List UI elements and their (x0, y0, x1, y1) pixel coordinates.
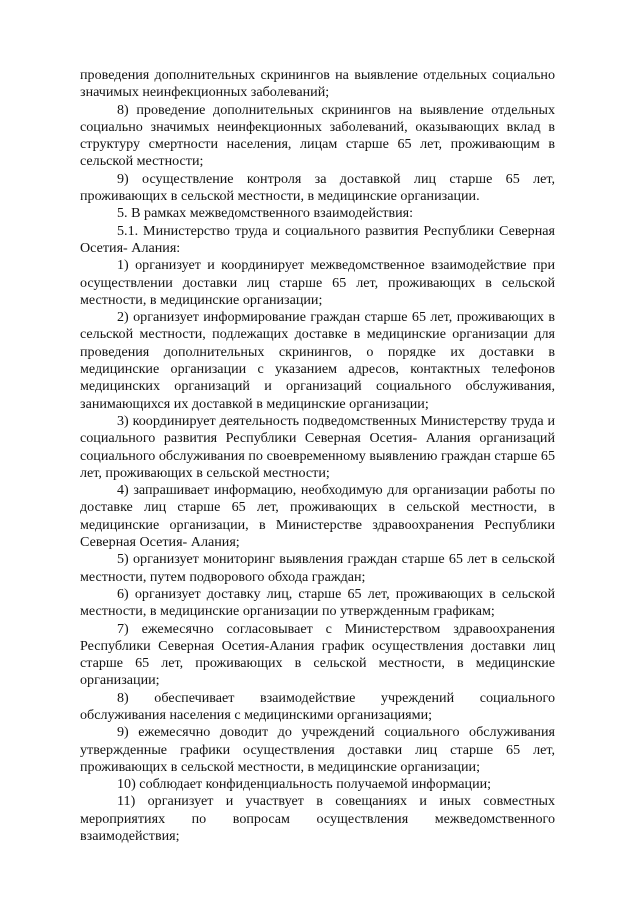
paragraph-item-3: 3) координирует деятельность подведомственных Министерству труда и социального развития Республики Северная Осетия- Алания организаций социального обслуживания по своевременному выявлению граждан старше 65 лет, проживающих в сельской местности; (80, 412, 555, 481)
paragraph-item-9-control: 9) осуществление контроля за доставкой лиц старше 65 лет, проживающих в сельской местности, в медицинские организации. (80, 170, 555, 205)
paragraph-item-8-screenings: 8) проведение дополнительных скринингов на выявление отдельных социально значимых неинфекционных заболеваний, оказывающих вклад в структуру смертности населения, лицам старше 65 лет, проживающим в сельской местности; (80, 101, 555, 170)
paragraph-item-4: 4) запрашивает информацию, необходимую для организации работы по доставке лиц старше 65 лет, проживающих в сельской местности, в медицинские организации, в Министерстве здравоохранения Республики Северная Осетия- Алания; (80, 482, 555, 551)
paragraph-item-6: 6) организует доставку лиц, старше 65 лет, проживающих в сельской местности, в медицинские организации по утвержденным графикам; (80, 585, 555, 620)
paragraph-item-1: 1) организует и координирует межведомственное взаимодействие при осуществлении доставки лиц старше 65 лет, проживающих в сельской местности, в медицинские организации; (80, 257, 555, 308)
paragraph-item-7: 7) ежемесячно согласовывает с Министерством здравоохранения Республики Северная Осетия-Алания график осуществления доставки лиц старше 65 лет, проживающих в сельской местности, в медицинские организации; (80, 620, 555, 689)
document-body (80, 67, 555, 845)
paragraph-item-8: 8) обеспечивает взаимодействие учреждений социального обслуживания населения с медицинскими организациями; (80, 689, 555, 723)
subsection-heading-5-1: 5.1. Министерство труда и социального развития Республики Северная Осетия- Алания: (80, 222, 555, 256)
paragraph-item-5: 5) организует мониторинг выявления граждан старше 65 лет в сельской местности, путем подворового обхода граждан; (80, 551, 555, 585)
paragraph-continuation: проведения дополнительных скринингов на выявление отдельных социально значимых неинфекционных заболеваний; (80, 67, 555, 101)
paragraph-item-11: 11) организует и участвует в совещаниях и иных совместных мероприятиях по вопросам осуществления межведомственного взаимодействия; (80, 793, 555, 845)
section-heading-5: 5. В рамках межведомственного взаимодействия: (117, 205, 414, 222)
paragraph-item-9: 9) ежемесячно доводит до учреждений социального обслуживания утвержденные графики осуществления доставки лиц старше 65 лет, проживающих в сельской местности, в медицинские организации; (80, 724, 555, 775)
paragraph-item-2: 2) организует информирование граждан старше 65 лет, проживающих в сельской местности, подлежащих доставке в медицинские организации для проведения дополнительных скринингов, о порядке их доставки в медицинские организации с указанием адресов, контактных телефонов медицинских организаций и организаций социального обслуживания, занимающихся их доставкой в медицинские организации; (80, 309, 555, 412)
paragraph-item-10: 10) соблюдает конфиденциальность получаемой информации; (117, 776, 492, 793)
